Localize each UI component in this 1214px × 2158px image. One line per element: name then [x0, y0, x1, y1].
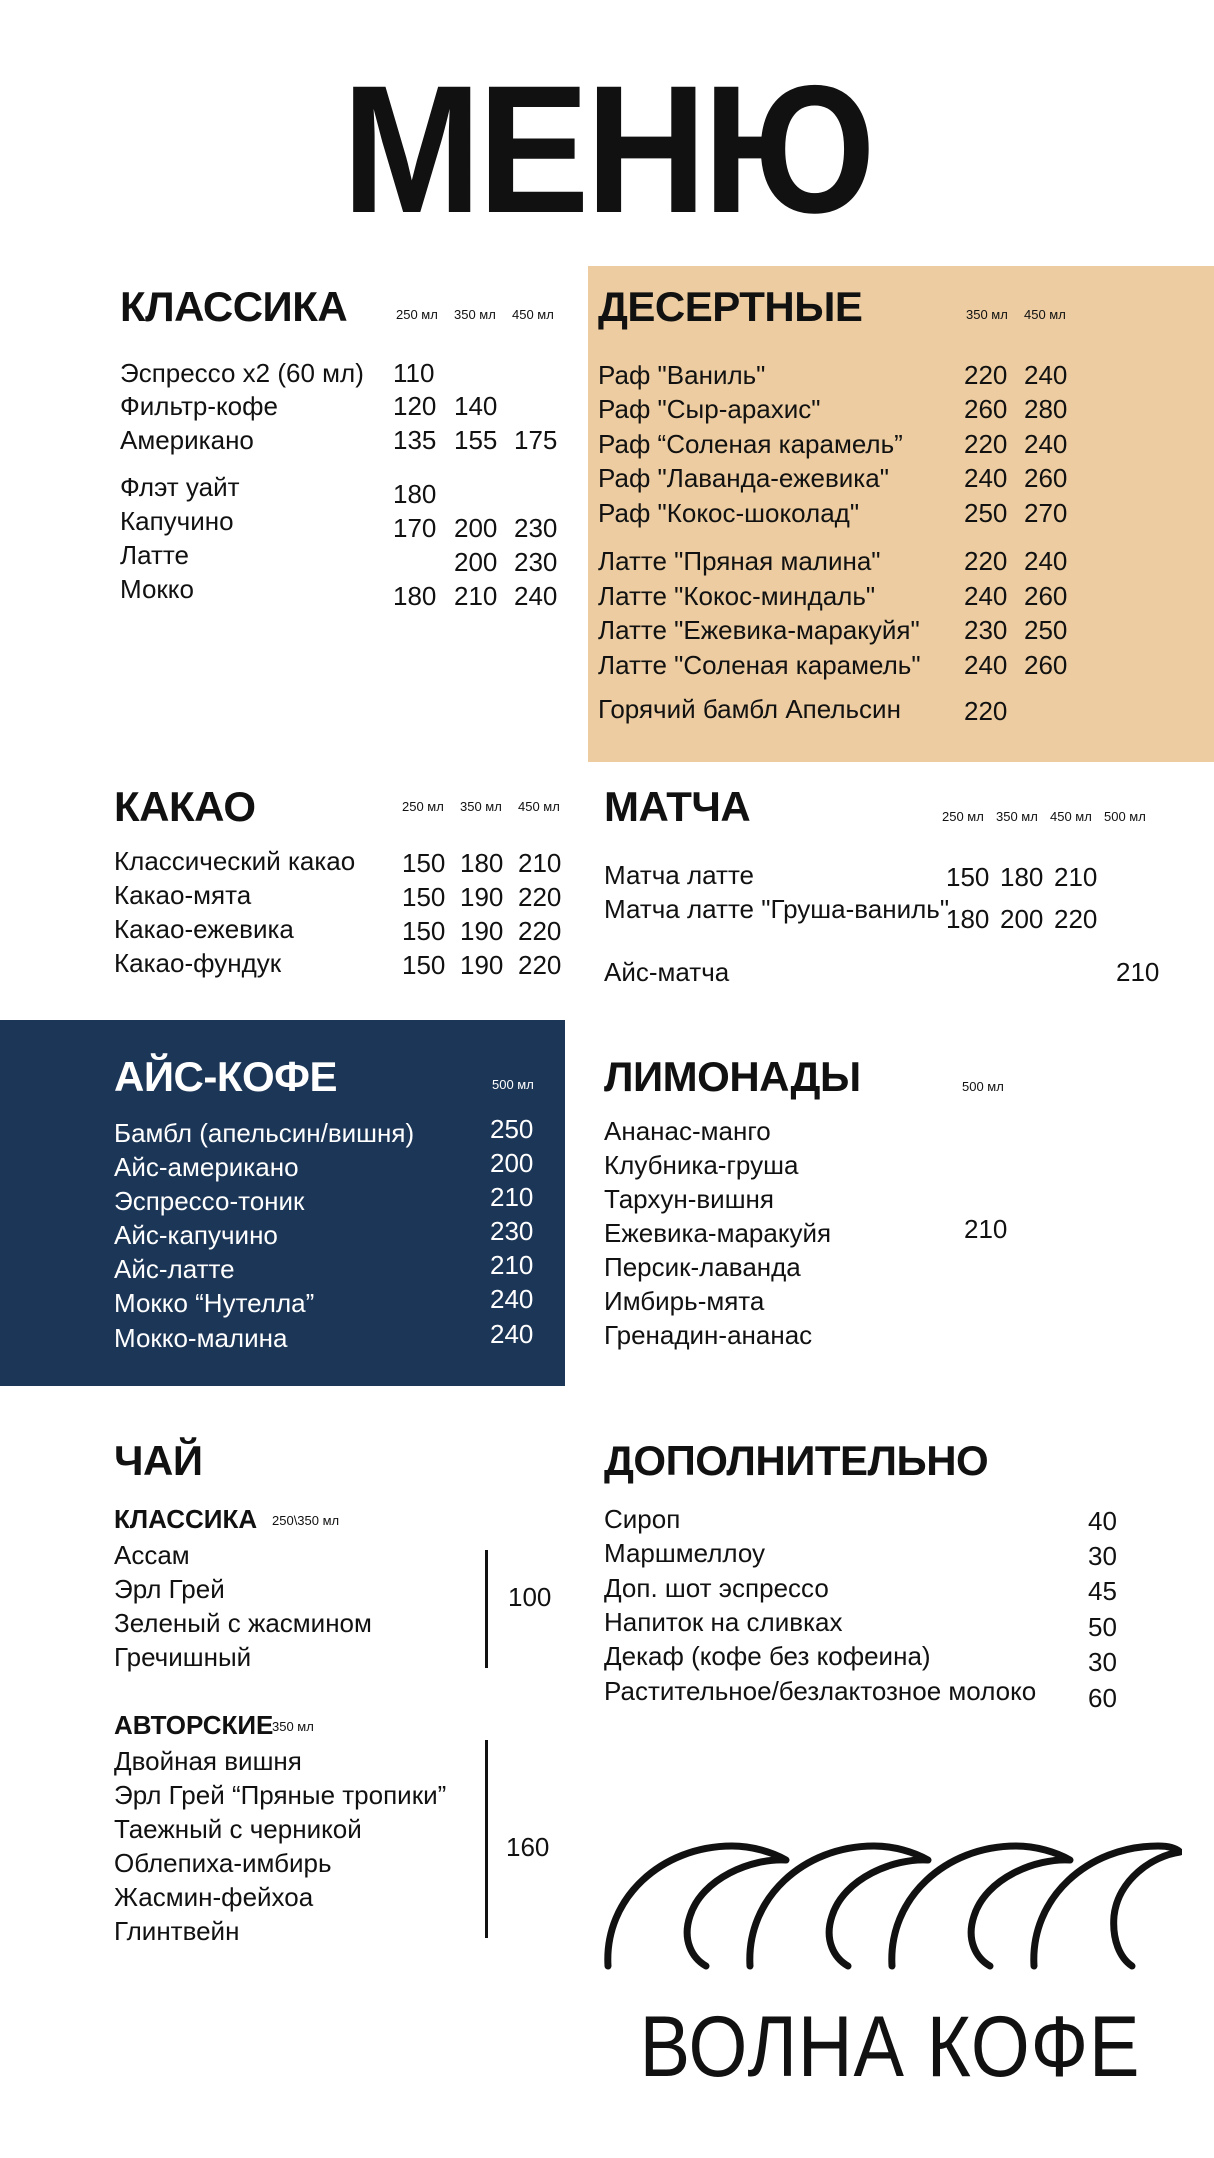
menu-item-price: 230: [490, 1216, 534, 1246]
menu-item-price: 135: [393, 425, 437, 455]
menu-item-price: 210: [964, 1214, 1008, 1244]
menu-item-name: Классический какао: [114, 846, 356, 876]
menu-item-name: Латте "Кокос-миндаль": [598, 581, 876, 611]
menu-item-name: Мокко: [120, 574, 194, 604]
menu-item-price: 250: [964, 498, 1008, 528]
menu-item-price: 240: [964, 581, 1008, 611]
menu-item-price: 180: [393, 581, 437, 611]
menu-item-name: Гречишный: [114, 1642, 252, 1672]
size-label: 350 мл: [272, 1719, 314, 1734]
menu-item-name: Раф "Лаванда-ежевика": [598, 463, 889, 493]
size-label: 450 мл: [512, 307, 554, 322]
menu-item-price: 220: [518, 950, 562, 980]
menu-item-name: Какао-фундук: [114, 948, 282, 978]
menu-item-price: 240: [1024, 546, 1068, 576]
menu-item-name: Раф "Ваниль": [598, 360, 766, 390]
size-label: 350 мл: [454, 307, 496, 322]
menu-item-price: 50: [1088, 1612, 1117, 1642]
menu-item-price: 210: [490, 1250, 534, 1280]
menu-item-name: Имбирь-мята: [604, 1286, 765, 1316]
page-title: МЕНЮ: [341, 47, 873, 251]
menu-item-name: Эрл Грей “Пряные тропики”: [114, 1780, 447, 1810]
menu-item-name: Бамбл (апельсин/вишня): [114, 1118, 415, 1148]
section-title-dessert: ДЕСЕРТНЫЕ: [598, 283, 863, 330]
menu-item-price: 150: [402, 882, 446, 912]
brand-name: ВОЛНА КОФЕ: [639, 1999, 1141, 2095]
menu-item-price: 180: [946, 904, 990, 934]
section-title-matcha: МАТЧА: [604, 783, 751, 830]
menu-item-price: 240: [964, 463, 1008, 493]
menu-item-price: 45: [1088, 1576, 1117, 1606]
menu-item-price: 220: [518, 916, 562, 946]
menu-item-price: 280: [1024, 394, 1068, 424]
menu-item-name: Фильтр-кофе: [120, 391, 278, 421]
menu-item-price: 100: [508, 1582, 552, 1612]
menu-item-name: Айс-латте: [114, 1254, 235, 1284]
menu-item-price: 220: [518, 882, 562, 912]
menu-item-name: Американо: [120, 425, 254, 455]
menu-item-name: Персик-лаванда: [604, 1252, 801, 1282]
menu-item-price: 250: [1024, 615, 1068, 645]
menu-item-price: 240: [514, 581, 558, 611]
tea-subsection-author: АВТОРСКИЕ: [114, 1710, 274, 1740]
section-title-iced-coffee: АЙС-КОФЕ: [114, 1053, 338, 1100]
menu-item-price: 170: [393, 513, 437, 543]
menu-item-name: Флэт уайт: [120, 472, 240, 502]
menu-item-price: 150: [402, 916, 446, 946]
menu-item-price: 220: [1054, 904, 1098, 934]
menu-item-price: 200: [490, 1148, 534, 1178]
menu-item-price: 160: [506, 1832, 550, 1862]
menu-item-name: Матча латте: [604, 860, 755, 890]
size-label: 250 мл: [402, 799, 444, 814]
size-label: 350 мл: [966, 307, 1008, 322]
menu-item-price: 180: [393, 479, 437, 509]
menu-item-price: 180: [460, 848, 504, 878]
bracket-divider: [485, 1550, 488, 1668]
size-label: 450 мл: [1050, 809, 1092, 824]
menu-item-name: Ежевика-маракуйя: [604, 1218, 832, 1248]
menu-item-name: Какао-мята: [114, 880, 252, 910]
menu-item-price: 270: [1024, 498, 1068, 528]
menu-item-price: 120: [393, 391, 437, 421]
menu-item-price: 190: [460, 882, 504, 912]
section-title-cocoa: КАКАО: [114, 783, 256, 830]
menu-item-name: Тархун-вишня: [604, 1184, 774, 1214]
menu-item-name: Латте "Пряная малина": [598, 546, 881, 576]
menu-item-price: 230: [514, 547, 558, 577]
menu-item-name: Латте: [120, 540, 189, 570]
bracket-divider: [485, 1740, 488, 1938]
wave-logo-icon: [602, 1828, 1182, 1978]
menu-item-name: Ассам: [114, 1540, 190, 1570]
menu-item-price: 180: [1000, 862, 1044, 892]
menu-item-price: 210: [490, 1182, 534, 1212]
menu-item-name: Капучино: [120, 506, 234, 536]
menu-item-price: 250: [490, 1114, 534, 1144]
size-label: 250 мл: [942, 809, 984, 824]
menu-item-price: 190: [460, 950, 504, 980]
menu-item-name: Раф “Соленая карамель”: [598, 429, 903, 459]
menu-item-name: Доп. шот эспрессо: [604, 1573, 829, 1603]
menu-item-name: Глинтвейн: [114, 1916, 240, 1946]
section-title-lemonades: ЛИМОНАДЫ: [604, 1053, 861, 1100]
menu-item-name: Эспрессо-тоник: [114, 1186, 305, 1216]
menu-item-price: 260: [964, 394, 1008, 424]
menu-item-price: 240: [1024, 429, 1068, 459]
size-label: 500 мл: [962, 1079, 1004, 1094]
tea-subsection-classic: КЛАССИКА: [114, 1504, 258, 1534]
menu-item-name: Мокко-малина: [114, 1323, 288, 1353]
menu-item-name: Айс-матча: [604, 957, 730, 987]
menu-item-price: 150: [402, 950, 446, 980]
section-title-tea: ЧАЙ: [114, 1437, 203, 1484]
menu-item-price: 150: [402, 848, 446, 878]
menu-item-price: 110: [393, 358, 435, 388]
menu-item-name: Ананас-манго: [604, 1116, 771, 1146]
menu-item-name: Латте "Соленая карамель": [598, 650, 921, 680]
menu-item-name: Гренадин-ананас: [604, 1320, 813, 1350]
menu-item-price: 220: [964, 360, 1008, 390]
menu-item-name: Раф "Кокос-шоколад": [598, 498, 860, 528]
size-label: 450 мл: [518, 799, 560, 814]
menu-item-price: 200: [1000, 904, 1044, 934]
size-label: 250 мл: [396, 307, 438, 322]
menu-item-name: Декаф (кофе без кофеина): [604, 1641, 931, 1671]
menu-item-price: 200: [454, 513, 498, 543]
menu-item-name: Жасмин-фейхоа: [114, 1882, 314, 1912]
menu-item-price: 190: [460, 916, 504, 946]
menu-item-name: Айс-капучино: [114, 1220, 278, 1250]
menu-item-name: Напиток на сливках: [604, 1607, 843, 1637]
menu-item-price: 60: [1088, 1683, 1117, 1713]
menu-item-price: 220: [964, 546, 1008, 576]
menu-item-price: 230: [964, 615, 1008, 645]
menu-item-name: Латте "Ежевика-маракуйя": [598, 615, 920, 645]
size-label: 500 мл: [492, 1077, 534, 1092]
menu-item-name: Какао-ежевика: [114, 914, 294, 944]
menu-item-price: 155: [454, 425, 498, 455]
menu-item-price: 260: [1024, 581, 1068, 611]
menu-item-price: 30: [1088, 1647, 1117, 1677]
menu-item-name: Горячий бамбл Апельсин: [598, 694, 901, 724]
menu-item-name: Таежный с черникой: [114, 1814, 362, 1844]
menu-item-price: 240: [964, 650, 1008, 680]
menu-item-price: 210: [518, 848, 562, 878]
menu-item-name: Зеленый с жасмином: [114, 1608, 372, 1638]
menu-item-price: 30: [1088, 1541, 1117, 1571]
menu-item-price: 240: [1024, 360, 1068, 390]
menu-item-price: 210: [454, 581, 498, 611]
menu-item-price: 220: [964, 696, 1008, 726]
menu-item-name: Растительное/безлактозное молоко: [604, 1676, 1037, 1706]
menu-item-name: Двойная вишня: [114, 1746, 302, 1776]
section-title-classic: КЛАССИКА: [120, 283, 348, 330]
menu-item-price: 140: [454, 391, 498, 421]
menu-item-name: Облепиха-имбирь: [114, 1848, 332, 1878]
menu-item-price: 240: [490, 1284, 534, 1314]
size-label: 350 мл: [460, 799, 502, 814]
size-label: 250\350 мл: [272, 1513, 340, 1528]
menu-item-name: Раф "Сыр-арахис": [598, 394, 821, 424]
size-label: 350 мл: [996, 809, 1038, 824]
menu-item-name: Эспрессо х2 (60 мл): [120, 358, 364, 388]
menu-item-name: Мокко “Нутелла”: [114, 1288, 315, 1318]
menu-item-name: Айс-американо: [114, 1152, 299, 1182]
menu-item-price: 150: [946, 862, 990, 892]
menu-item-price: 175: [514, 425, 558, 455]
size-label: 500 мл: [1104, 809, 1146, 824]
menu-item-price: 230: [514, 513, 558, 543]
menu-item-name: Матча латте "Груша-ваниль": [604, 894, 950, 924]
menu-item-name: Клубника-груша: [604, 1150, 799, 1180]
size-label: 450 мл: [1024, 307, 1066, 322]
menu-item-name: Маршмеллоу: [604, 1538, 766, 1568]
menu-item-price: 200: [454, 547, 498, 577]
menu-item-name: Сироп: [604, 1504, 681, 1534]
menu-item-price: 210: [1116, 957, 1160, 987]
menu-item-price: 260: [1024, 650, 1068, 680]
menu-item-name: Эрл Грей: [114, 1574, 225, 1604]
menu-item-price: 40: [1088, 1506, 1117, 1536]
menu-item-price: 220: [964, 429, 1008, 459]
menu-item-price: 210: [1054, 862, 1098, 892]
menu-item-price: 240: [490, 1319, 534, 1349]
section-title-extras: ДОПОЛНИТЕЛЬНО: [604, 1437, 989, 1484]
menu-item-price: 260: [1024, 463, 1068, 493]
